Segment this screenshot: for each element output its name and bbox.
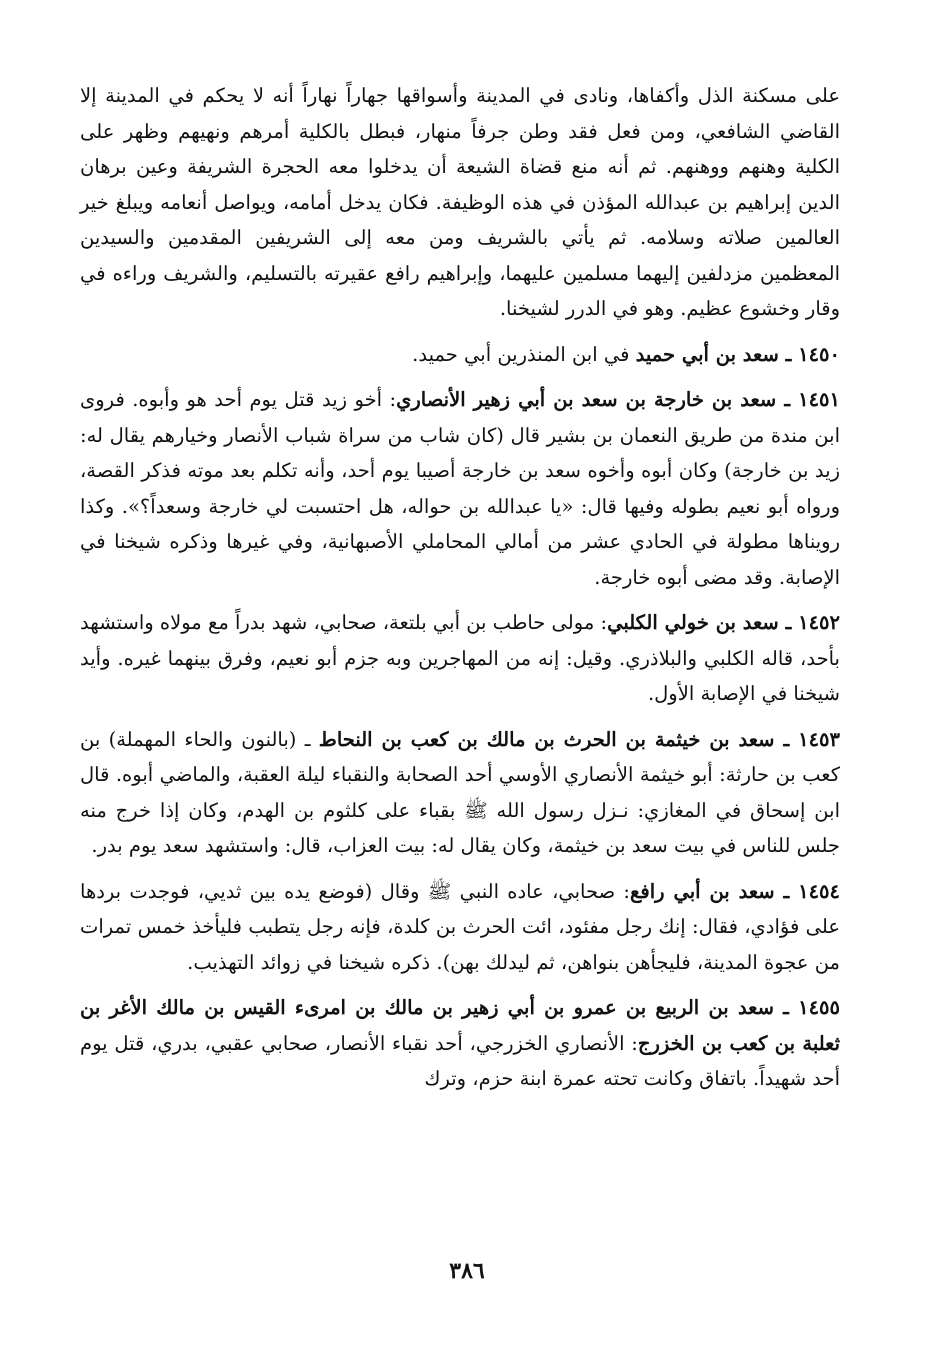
- entry-heading: ١٤٥٢ ـ سعد بن خولي الكلبي: [607, 611, 840, 634]
- entry-1453: [80, 722, 840, 864]
- entry-text: في ابن المنذرين أبي حميد.: [412, 342, 636, 366]
- entry-1455: [80, 990, 840, 1097]
- page-number: ٣٨٦: [449, 1258, 485, 1284]
- intro-paragraph: على مسكنة الذل وأكفاها، ونادى في المدينة وأسواقها جهاراً نهاراً أنه لا يحكم في المدينة إلا القاضي الشافعي، ومن فعل فقد وطن جرفاً منهار، فبطل بالكلية أمرهم ونهيهم وظهر على الكلية وهنهم ووهنهم. ثم أنه منع قضاة الشيعة أن يدخلوا معه الحجرة الشريفة وعين برهان الدين إبراهيم بن عبدالله المؤذن في هذه الوظيفة. فكان يدخل أمامه، ويواصل أنعامه ويبلغ خير العالمين صلاته وسلامه. ثم يأتي بالشريف ومن معه إلى الشريفين المقدمين والسيدين المعظمين مزدلفين إليهما مسلمين عليهما، وإبراهيم رافع عقيرته بالتسليم، والشريف وراءه في وقار وخشوع عظيم. وهو في الدرر لشيخنا.: [80, 84, 840, 320]
- entry-1450: [80, 337, 840, 373]
- entry-1454: [80, 874, 840, 981]
- entry-heading: ١٤٥٣ ـ سعد بن خيثمة بن الحرث بن مالك بن كعب بن النحاط: [318, 727, 840, 751]
- entry-text: : الأنصاري الخزرجي، أحد نقباء الأنصار، صحابي عقبي، بدري، قتل يوم أحد شهيداً. باتفاق وكانت تحته عمرة ابنة حزم، وترك: [80, 1031, 840, 1090]
- entry-heading: ١٤٥١ ـ سعد بن خارجة بن سعد بن أبي زهير الأنصاري: [396, 388, 840, 411]
- entry-1451: [80, 382, 840, 595]
- entry-heading: ١٤٥٠ ـ سعد بن أبي حميد: [635, 342, 840, 366]
- entry-text: : صحابي، عاده النبي ﷺ وقال (فوضع يده بين ثديي، فوجدت بردها على فؤادي، فقال: إنك رجل مفئود، ائت الحرث بن كلدة، فإنه رجل يتطبب فليأخذ خمس تمرات من عجوة المدينة، فليجأهن بنواهن، ثم ليدلك بهن). ذكره شيخنا في زوائد التهذيب.: [80, 879, 840, 974]
- entry-heading: ١٤٥٤ ـ سعد بن أبي رافع: [630, 879, 841, 903]
- entry-heading: ١٤٥٥ ـ سعد بن الربيع بن عمرو بن أبي زهير بن مالك بن امرىء القيس بن مالك الأغر بن ثعلبة بن كعب بن الخزرج: [80, 996, 841, 1055]
- entry-1452: [80, 605, 840, 712]
- page-body: [80, 78, 840, 1107]
- entry-text: : مولى حاطب بن أبي بلتعة، صحابي، شهد بدراً مع مولاه واستشهد بأحد، قاله الكلبي والبلاذري. وقيل: إنه من المهاجرين وبه جزم أبو نعيم، وفرق بينهما غيره. وأيد شيخنا في الإصابة الأول.: [80, 611, 840, 705]
- entry-text: : أخو زيد قتل يوم أحد هو وأبوه. فروى ابن مندة من طريق النعمان بن بشير قال (كان شاب من سراة شباب الأنصار وخيارهم يقال له: زيد بن خارجة) وكان أبوه وأخوه سعد بن خارجة أصيبا يوم أحد، وأنه تكلم بعد موته فذكر القصة، ورواه أبو نعيم بطوله وفيها قال: «يا عبدالله بن حواله، هل احتسبت لي خارجة وسعداً؟». وكذا رويناها مطولة في الحادي عشر من أمالي المحاملي الأصبهانية، وفي غيرها وذكره شيخنا في الإصابة. وقد مضى أبوه خارجة.: [80, 388, 840, 589]
- entry-text: ـ (بالنون والحاء المهملة) بن كعب بن حارثة: أبو خيثمة الأنصاري الأوسي أحد الصحابة والنقباء ليلة العقبة، والماضي أبوه. قال ابن إسحاق في المغازي: نـزل رسول الله ﷺ بقباء على كلثوم بن الهدم، وكان إذا خرج منه جلس للناس في بيت سعد بن خيثمة، وكان يقال له: بيت العزاب، قال: واستشهد سعد يوم بدر.: [80, 727, 840, 857]
